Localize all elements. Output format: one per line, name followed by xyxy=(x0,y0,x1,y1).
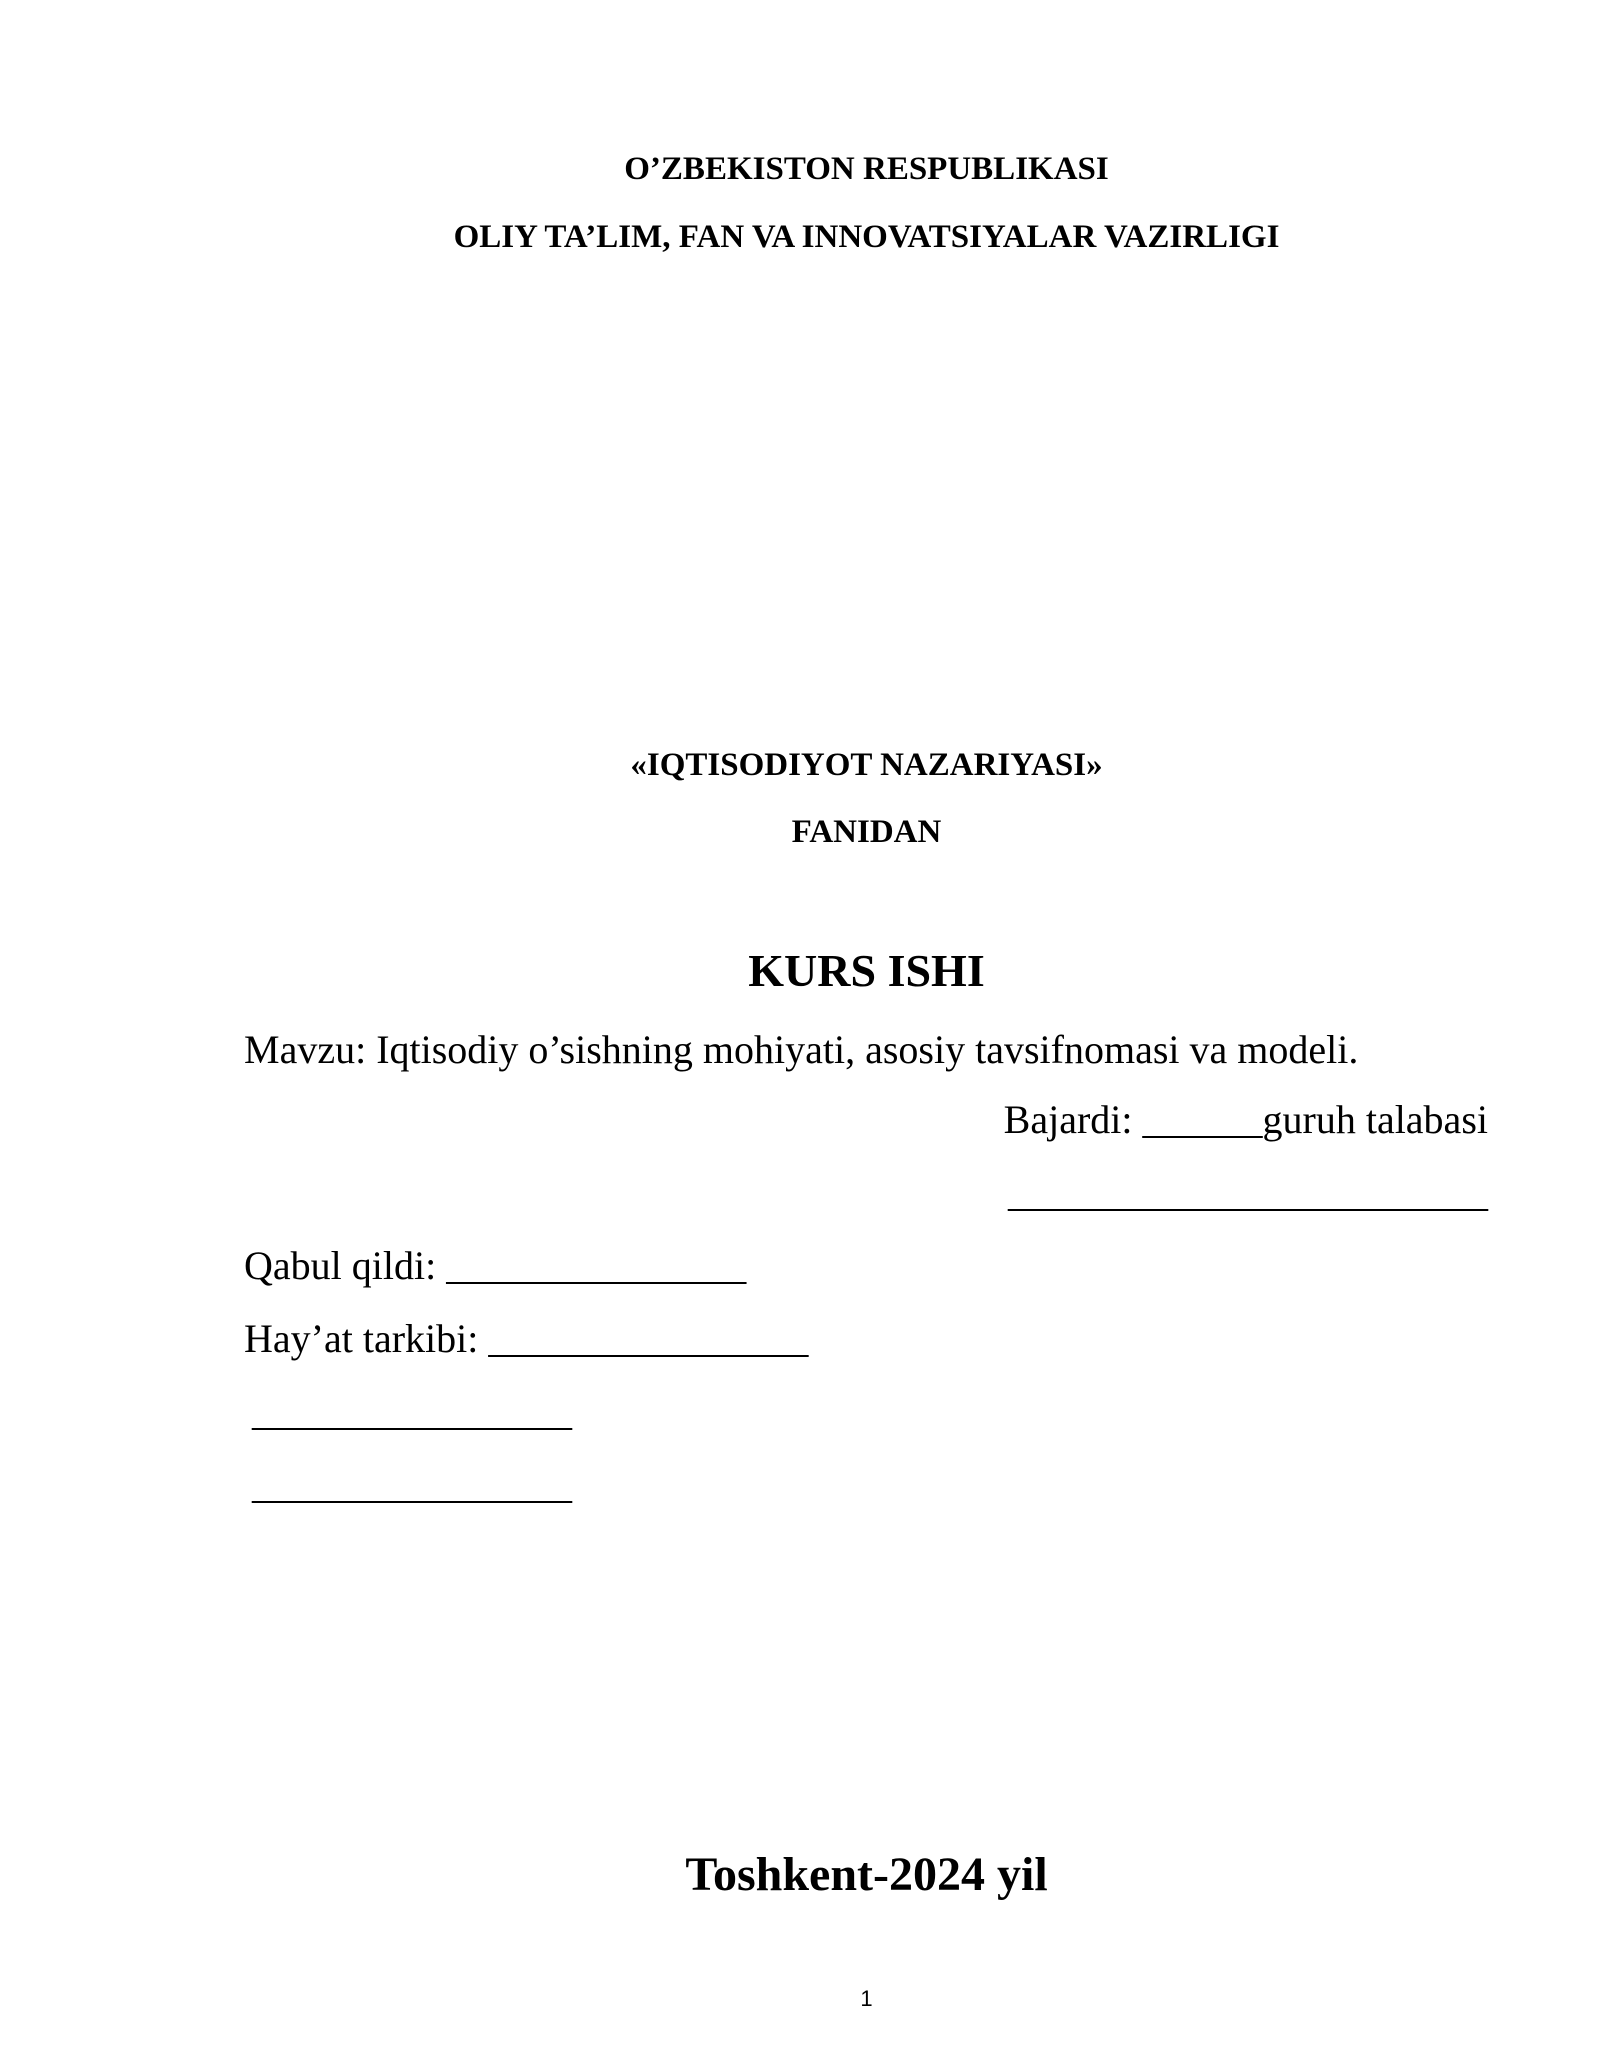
document-title: KURS ISHI xyxy=(748,945,985,996)
subject-name: «IQTISODIYOT NAZARIYASI» xyxy=(630,747,1103,783)
performed-by-line: Bajardi: ______guruh talabasi xyxy=(1003,1097,1488,1142)
topic-line: Mavzu: Iqtisodiy o’sishning mohiyati, asosiy tavsifnomasi va modeli. xyxy=(244,1027,1359,1072)
accepted-by-line: Qabul qildi: _______________ xyxy=(244,1243,747,1288)
ministry-header-line1: O’ZBEKISTON RESPUBLIKASI xyxy=(624,151,1109,187)
committee-member-line: ________________ xyxy=(252,1389,572,1434)
place-year: Toshkent-2024 yil xyxy=(685,1848,1048,1901)
committee-member-line: ________________ xyxy=(252,1462,572,1507)
page-number: 1 xyxy=(860,1986,873,2011)
subject-suffix: FANIDAN xyxy=(791,814,942,850)
student-name-line: ________________________ xyxy=(1008,1170,1488,1215)
committee-line: Hay’at tarkibi: ________________ xyxy=(244,1316,809,1361)
ministry-header-line2: OLIY TA’LIM, FAN VA INNOVATSIYALAR VAZIRLIGI xyxy=(453,219,1280,255)
